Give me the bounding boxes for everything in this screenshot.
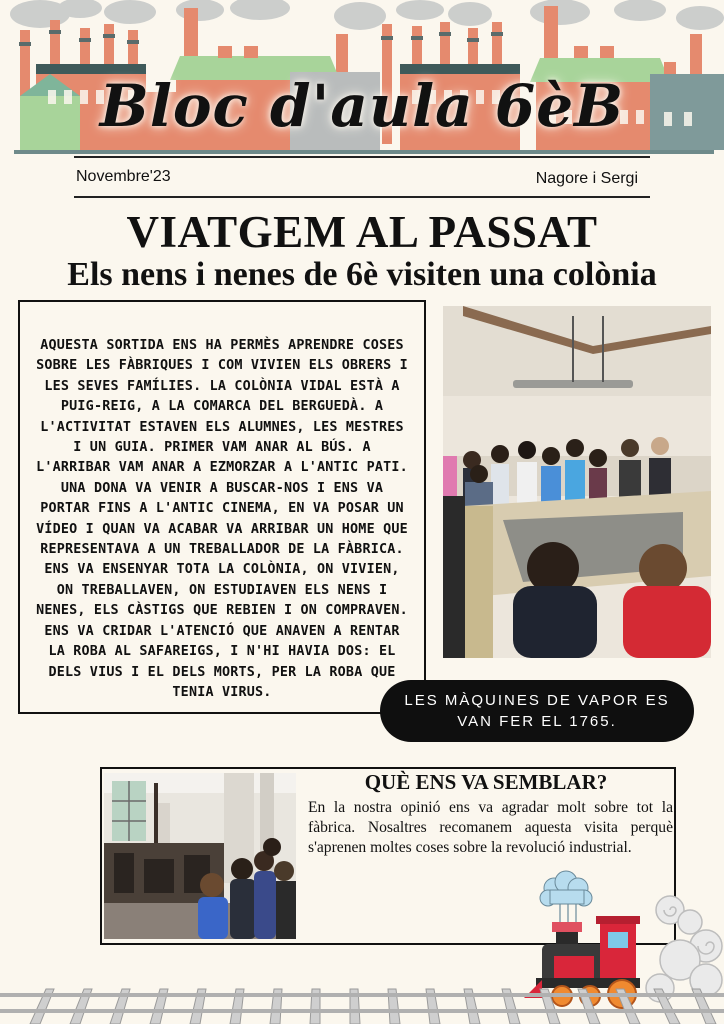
header-bottom-rule (74, 196, 650, 198)
authors: Nagore i Sergi (535, 170, 638, 187)
article-body: AQUESTA SORTIDA ENS HA PERMÈS APRENDRE COSES SOBRE LES FÀBRIQUES I COM VIVIEN ELS OBRERS I LES SEVES FAMÍLIES. LA COLÒNIA VIDAL ESTÀ A PUIG-REIG, A LA COMARCA DEL BERGUEDÀ. A L'ACTIVITAT ESTAVEN ELS ALUMNES, LES MESTRES I UN GUIA. PRIMER VAM ANAR AL BÚS. A L'ARRIBAR VAM ANAR A EZMORZAR A L'ANTIC PATI. UNA DONA VA VENIR A BUSCAR-NOS I ENS VA PORTAR FINS A L'ANTIC CINEMA, EN VA POSAR UN VÍDEO I QUAN VA ACABAR VA ARRIBAR UN HOME QUE REPRESENTAVA A UN TREBALLADOR DE LA FÀBRICA. ENS VA ENSENYAR TOTA LA COLÒNIA, ON VIVIEN, ON TREBALLAVEN, ON ESTUDIAVEN ELS NENS I NENES, ELS CÀSTIGS QUE REBIEN I ON COMPRAVEN. ENS VA CRIDAR L'ATENCIÓ QUE ANAVEN A RENTAR LA ROBA AL SAFAREIGS, I N'HI HAVIA DOS: EL DELS VIUS I EL DELS MORTS, PER LA ROBA QUE TENIA VIRUS. (36, 338, 408, 700)
review-body: En la nostra opinió ens va agradar molt sobre tot la fàbrica. Nosaltres recomanem aquesta visita perquè s'aprenen moltes coses sobre la revolució industrial. (308, 799, 673, 856)
railway-tracks-illustration (0, 985, 724, 1024)
newsletter-title: Bloc d'aula 6èB (99, 72, 625, 140)
visit-photo-students-basin (443, 306, 711, 658)
article-headline: VIATGEM AL PASSAT (126, 207, 598, 257)
article-box (18, 300, 426, 714)
fact-callout: LES MÀQUINES DE VAPOR ES VAN FER EL 1765. (380, 680, 694, 742)
article-subheadline: Els nens i nenes de 6è visiten una colònia (67, 256, 657, 293)
issue-date: Novembre'23 (76, 168, 171, 185)
review-heading: QUÈ ENS VA SEMBLAR? (364, 770, 608, 794)
factory-machines-photo (104, 773, 296, 939)
header-top-rule (74, 156, 650, 158)
